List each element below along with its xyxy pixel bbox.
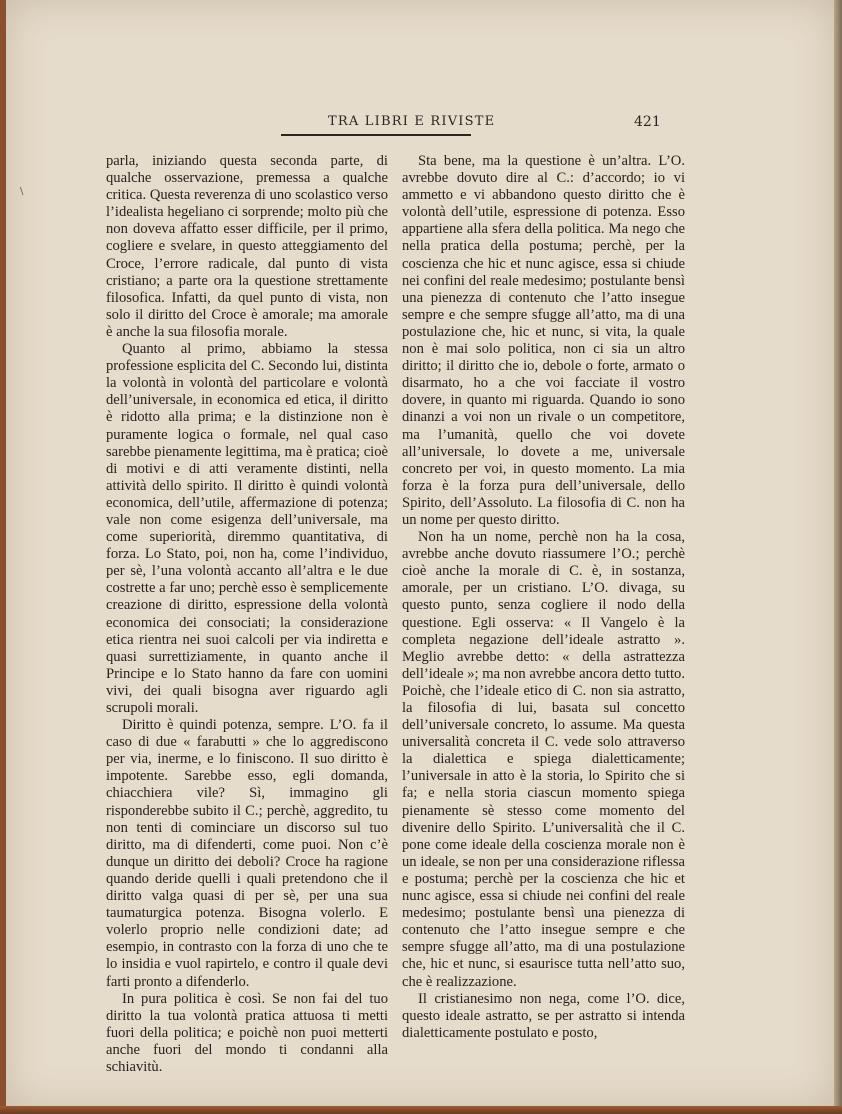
book-page [6,0,834,1108]
left-paragraph-1: parla, iniziando questa seconda parte, di qualche osservazione, premessa a qualche critica. Questa reverenza di uno scolastico verso l’idealista hegeliano ci sorprende; molto più che non doveva affatto esser difficile, per il primo, cogliere e svelare, in questo atteggiamento del Croce, l’errore radicale, dal punto di vista cristiano; a parte ora la questione strettamente filosofica. Infatti, da quel punto di vista, non solo il diritto del Croce è amorale; ma amorale è anche la sua filosofia morale. [106,153,388,340]
page-edge-bottom [0,1106,842,1114]
right-column [402,153,685,1042]
header-rule [281,134,471,136]
page-edge-right [834,0,842,1114]
left-paragraph-4: In pura politica è così. Se non fai del tuo diritto la tua volontà pratica attuosa ti metti fuori della politica; e poichè non puoi metterti anche fuori del mondo ti condanni alla schiavitù. [106,990,388,1075]
right-paragraph-2: Non ha un nome, perchè non ha la cosa, avrebbe anche dovuto riassumere l’O.; perchè cioè anche la morale di C. è, in sostanza, amorale, per un cristiano. L’O. divaga, su questo punto, senza cogliere il nodo della questione. Egli osserva: « Il Vangelo è la completa negazione dell’ideale astratto ». Meglio avrebbe detto: « della astrattezza dell’ideale »; ma non avrebbe ancora detto tutto. Poichè, che l’ideale etico di C. non sia astratto, la filosofia di lui, basata sul concetto dell’universale concreto, lo assume. Ma questa universalità concreta il C. vede solo attraverso la dialettica e spiega dialetticamente; l’universale in atto è la storia, lo Spirito che si fa; e nella storia ciascun momento spiega pienamente sè stesso come momento del divenire dello Spirito. L’universalità che il C. pone come ideale della coscienza morale non è un ideale, se non per una considerazione riflessa e postuma; perchè per la coscienza che hic et nunc agisce, essa si chiude nei confini del reale medesimo; postulante bensì una pienezza di contenuto che l’atto insegue sempre e che sempre sfugge all’atto, ma di una postulazione che, hic et nunc, si esaurisce tutta nell’atto suo, che è realizzazione. [402,529,685,990]
left-paragraph-2: Quanto al primo, abbiamo la stessa professione esplicita del C. Secondo lui, distinta la volontà in volontà del particolare e volontà dell’universale, in economica ed etica, il diritto è ridotto alla prima; e la distinzione non è puramente logica o formale, nel qual caso sarebbe pienamente legittima, ma è pratica; cioè di motivi e di atti veramente distinti, nella attività dello spirito. Il diritto è quindi volontà economica, dell’utile, affermazione di potenza; vale non come esigenza dell’universale, ma come superiorità, diremmo quantitativa, di forza. Lo Stato, poi, non ha, come l’individuo, per sè, l’una volontà accanto all’altra e le due costrette a far uno; perchè esso è semplicemente creazione di diritto, espressione della volontà economica dei consociati; la considerazione etica rientra nei suoi calcoli per via indiretta e quasi surrettiziamente, in quanto anche il Principe e lo Stato hanno da fare con uomini vivi, dei quali bisogna aver riguardo agli scrupoli morali. [106,341,388,716]
left-column [106,153,388,1076]
right-paragraph-3: Il cristianesimo non nega, come l’O. dice, questo ideale astratto, se per astratto si intenda dialetticamente postulato e posto, [402,990,685,1041]
running-title: TRA LIBRI E RIVISTE [328,114,496,129]
margin-mark: \ [20,186,24,197]
page-number: 421 [634,114,661,130]
left-paragraph-3: Diritto è quindi potenza, sempre. L’O. fa il caso di due « farabutti » che lo aggrediscono per via, inerme, e lo finiscono. Il suo diritto è impotente. Sarebbe esso, egli domanda, chiacchiera vile? Sì, immagino gli risponderebbe subito il C.; perchè, aggredito, tu non tenti di cominciare un discorso sul tuo diritto, ma di difenderti, come puoi. Non c’è dunque un diritto dei deboli? Croce ha ragione quando deride quelli i quali pretendono che il diritto valga quasi di per sè, per una sua taumaturgica potenza. Bisogna volerlo. E volerlo proprio nelle condizioni date; ad esempio, in contrasto con la forza di uno che te lo insidia e vuol rapirtelo, e contro il quale devi farti pronto a difenderlo. [106,717,388,990]
right-paragraph-1: Sta bene, ma la questione è un’altra. L’O. avrebbe dovuto dire al C.: d’accordo; io vi ammetto e vi abbandono questo diritto che è volontà dell’utile, espressione di potenza. Esso appartiene alla sfera della politica. Ma nego che nella pratica della postuma; perchè, per la coscienza che hic et nunc agisce, essa si chiude nei confini del reale medesimo; postulante bensì una pienezza di contenuto che l’atto insegue sempre e che sempre sfugge all’atto, ma di una postulazione che, hic et nunc, si vita, la quale non è mai solo politica, non ci sia un altro diritto; il diritto che io, debole o forte, armato o disarmato, ho a che voi facciate il vostro dovere, in quanto mi riguarda. Quando io sono dinanzi a voi non un rivale o un competitore, ma l’umanità, quello che voi dovete all’universale, lo dovete a me, universale concreto per voi, in questo momento. La mia forza è la forza pura dell’universale, dello Spirito, dell’Assoluto. La filosofia di C. non ha un nome per questo diritto. [402,153,685,528]
